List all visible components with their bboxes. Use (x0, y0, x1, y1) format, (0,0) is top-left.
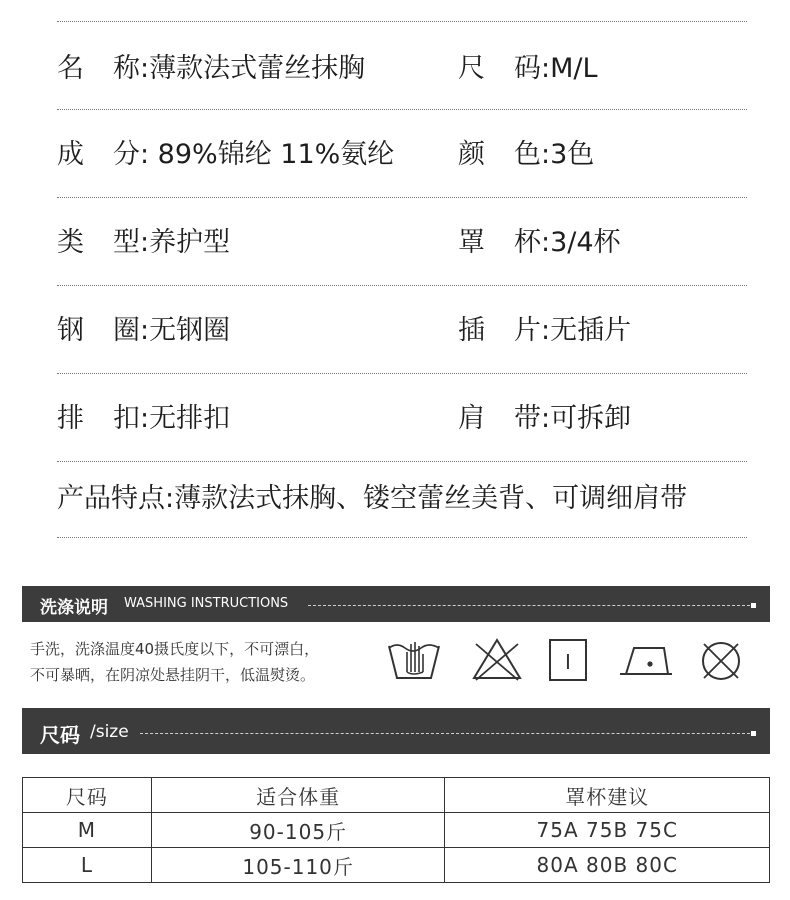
washing-subtitle: WASHING INSTRUCTIONS (124, 596, 289, 611)
spec-underwire: 钢 圈:无钢圈 (57, 315, 231, 346)
table-cell: 80A 80B 80C (445, 848, 770, 883)
hand-wash-icon (385, 634, 443, 684)
washing-line-2: 不可暴晒，在阴凉处悬挂阴干，低温熨烫。 (30, 666, 316, 684)
divider (57, 461, 747, 462)
spec-straps: 肩 带:可拆卸 (458, 403, 632, 434)
column-header: 尺码 (23, 778, 152, 813)
line-dry-icon (548, 638, 588, 682)
divider (57, 537, 747, 538)
size-subtitle: /size (90, 722, 129, 742)
table-header-row (23, 778, 770, 813)
table-cell: L (23, 848, 152, 883)
column-header: 适合体重 (151, 778, 445, 813)
svg-text:I: I (565, 650, 571, 674)
divider (57, 109, 747, 110)
size-title: 尺码 (40, 723, 80, 747)
product-features: 产品特点:薄款法式抹胸、镂空蕾丝美背、可调细肩带 (57, 483, 688, 514)
washing-title: 洗涤说明 (40, 598, 108, 618)
no-dry-clean-icon (698, 638, 744, 684)
no-bleach-icon (470, 636, 524, 682)
spec-size: 尺 码:M/L (458, 53, 598, 84)
banner-dashes (140, 733, 750, 734)
divider (57, 197, 747, 198)
divider (57, 373, 747, 374)
table-cell: 90-105斤 (151, 813, 445, 848)
spec-name: 名 称:薄款法式蕾丝抹胸 (57, 53, 366, 84)
size-table (22, 777, 770, 883)
column-header: 罩杯建议 (445, 778, 770, 813)
low-iron-icon (618, 640, 674, 680)
table-cell: M (23, 813, 152, 848)
banner-dashes (308, 605, 750, 606)
table-row (23, 813, 770, 848)
banner-end-square (751, 731, 756, 736)
spec-type: 类 型:养护型 (57, 227, 231, 258)
divider (57, 285, 747, 286)
table-cell: 75A 75B 75C (445, 813, 770, 848)
spec-color: 颜 色:3色 (458, 139, 595, 170)
divider (57, 21, 747, 22)
size-banner (22, 708, 770, 754)
table-row (23, 848, 770, 883)
table-cell: 105-110斤 (151, 848, 445, 883)
banner-end-square (751, 603, 756, 608)
spec-padding: 插 片:无插片 (458, 315, 632, 346)
spec-composition: 成 分: 89%锦纶 11%氨纶 (57, 139, 395, 170)
washing-banner (22, 586, 770, 622)
spec-hooks: 排 扣:无排扣 (57, 403, 231, 434)
washing-line-1: 手洗，洗涤温度40摄氏度以下，不可漂白， (30, 640, 320, 658)
spec-cup: 罩 杯:3/4杯 (458, 227, 621, 258)
